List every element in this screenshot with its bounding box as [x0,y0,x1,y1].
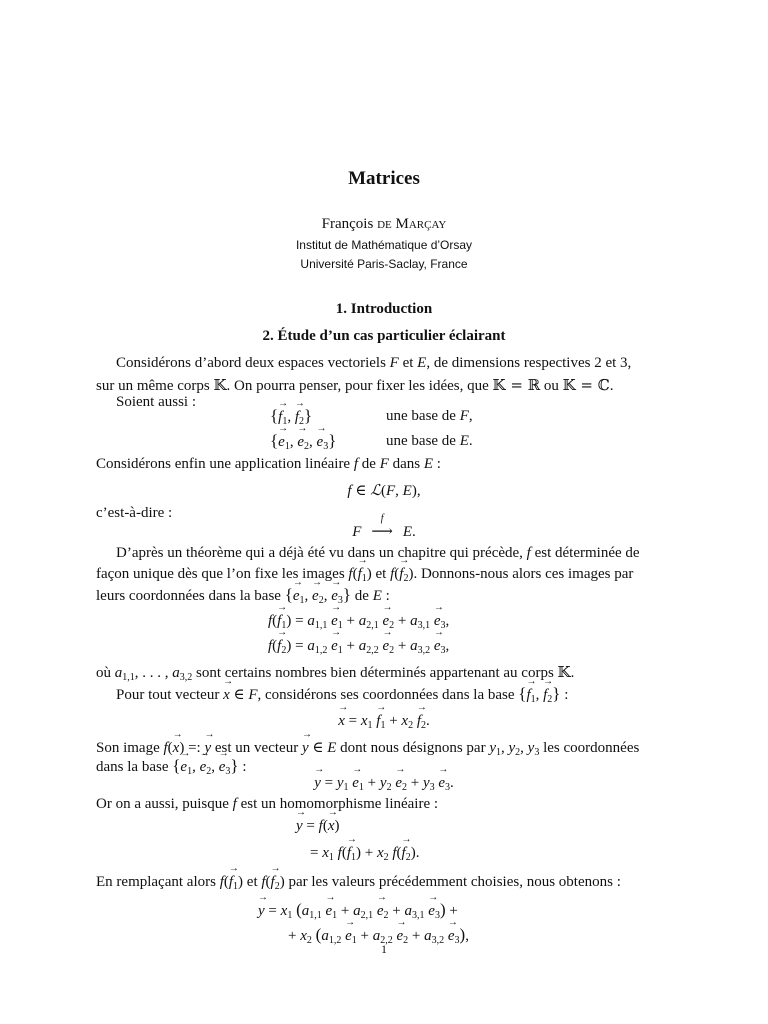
affiliation-line-2: Université Paris-Saclay, France [300,257,468,271]
equation-final-line-1: → $y = x_1$ $(a_{1,1} \to e_1 + a_{2,1} \to e_2 + a_{3,1} \to e_3)$ + [258,900,458,920]
paragraph-3-line-3: leurs coordonnées dans la base {→ $e_1$, → $e_2$, → $e_3$} de E : [96,585,656,605]
paper-title: Matrices [348,168,420,189]
paragraph-8: En remplaçant alors $f(\to f_1)$ et $f(\to f_2)$ par les valeurs précédemment choisies, nous obtenons : [96,874,656,891]
paragraph-4: où $a_{1,1}$, . . . , $a_{3,2}$ sont certains nombres bien déterminés appartenant au corps 𝕂. [96,663,575,683]
equation-expanded-fx: = $x_1$ $f(\to f_1) + x_2$ $f(\to f_2)$. [310,845,419,862]
cest-a-dire-line: c’est-à-dire : [96,505,173,521]
equation-f-f1: $f(\to f_1) = a_{1,1} \to e_1 + a_{2,1} \to e_2 + a_{3,1} \to e_3$, [268,613,449,630]
equation-map-arrow: F f ⟶ E. [352,513,416,540]
equation-basis-E: {→ $e_1$, → $e_2$, → $e_3$} [270,431,336,451]
page-number: 1 [381,942,387,956]
soient-line: Soient aussi : [116,394,197,410]
equation-basis-F: {→ $f_1$, → $f_2$} [270,406,312,426]
paragraph-1-line-1: Considérons d’abord deux espaces vectoriels F et E, de dimensions respectives 2 et 3, [116,355,632,371]
equation-x-coords: → $x = x_1 \to f_1 + x_2 \to f_2$. [0,713,768,730]
paragraph-6-line-2: dans la base {→ $e_1$, → $e_2$, → $e_3$} : [96,756,656,776]
paragraph-7: Or on a aussi, puisque f est un homomorphisme linéaire : [96,796,439,812]
basis-E-label: une base de E. [386,433,473,449]
basis-F-label: une base de F, [386,408,473,424]
paragraph-5: Pour tout vecteur → x ∈ F, considérons ses coordonnées dans la base {→ $f_1$, → $f_2$} : [116,684,676,704]
paragraph-6-line-1: Son image f(→ x) =: → y est un vecteur → y ∈ E dont nous désignons par $y_1$, $y_2$, $y_3$ les coordonnées [96,738,656,757]
equation-y-coords: → $y = y_1 \to e_1 + y_2 \to e_2 + y_3 \to e_3$. [0,775,768,792]
author-name: François de Marçay [321,216,447,232]
equation-f-in-L: f ∈ ℒ(F, E), [347,483,421,499]
equation-final-line-2: + $x_2$ $(a_{1,2} \to e_1 + a_{2,2} \to e_2 + a_{3,2} \to e_3)$, [288,925,469,945]
paragraph-1-line-2: sur un même corps 𝕂. On pourra penser, pour fixer les idées, que 𝕂 = ℝ ou 𝕂 = ℂ. [96,376,614,394]
equation-y-equals-fx: → y = f(→ x) [296,818,339,835]
paragraph-3-line-2: façon unique dès que l’on fixe les images $f(\to f_1)$ et $f(\to f_2)$. Donnons-nous alors ces images par [96,566,656,583]
paragraph-3-line-1: D’après un théorème qui a déjà été vu dans un chapitre qui précède, f est déterminée de [116,545,640,561]
equation-f-f2: $f(\to f_2) = a_{1,2} \to e_1 + a_{2,2} \to e_2 + a_{3,2} \to e_3$, [268,638,449,655]
affiliation-line-1: Institut de Mathématique d’Orsay [295,238,473,252]
section-1-heading: 1. Introduction [335,301,433,317]
paragraph-2: Considérons enfin une application linéaire f de F dans E : [96,456,441,472]
section-2-heading: 2. Étude d’un cas particulier éclairant [262,328,506,344]
